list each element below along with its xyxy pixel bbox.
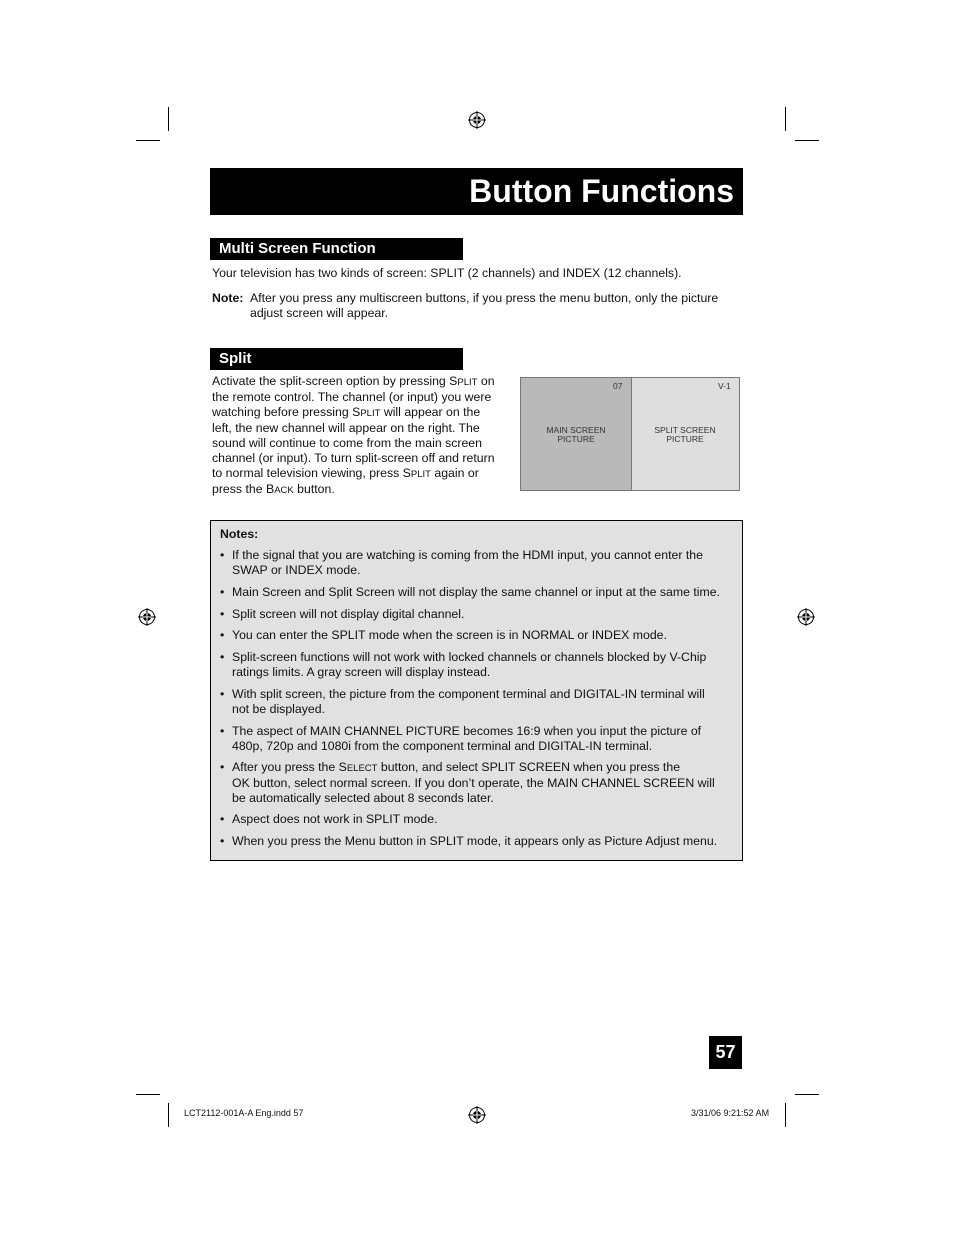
text-line: sound will continue to come from the main screen: [212, 436, 482, 450]
list-item: • Main Screen and Split Screen will not display the same channel or input at the same time.: [220, 585, 721, 599]
text-line: channel (or input). To turn split-screen off and return: [212, 451, 495, 465]
crop-mark: [795, 1094, 819, 1095]
list-item: • With split screen, the picture from the component terminal and DIGITAL-IN terminal will not be displayed.: [220, 687, 705, 716]
footer-timestamp: 3/31/06 9:21:52 AM: [691, 1108, 770, 1118]
multi-screen-intro: Your television has two kinds of screen: SPLIT (2 channels) and INDEX (12 channels).: [212, 266, 682, 280]
section-heading-split: Split: [210, 348, 463, 370]
crop-mark: [785, 107, 786, 131]
list-item: • Split screen will not display digital channel.: [220, 607, 465, 621]
split-screen-diagram: [520, 377, 740, 491]
section-heading-multi-screen: Multi Screen Function: [210, 238, 463, 260]
text-line: to normal television viewing, press SPLIT again or: [212, 466, 479, 480]
page-title: Button Functions: [210, 168, 743, 215]
list-item: • If the signal that you are watching is coming from the HDMI input, you cannot enter the SWAP or INDEX mode.: [220, 548, 703, 577]
text-line: Activate the split-screen option by pressing SPLIT on: [212, 374, 495, 388]
text-line: press the BACK button.: [212, 482, 335, 496]
list-item: • When you press the Menu button in SPLIT mode, it appears only as Picture Adjust menu.: [220, 834, 718, 848]
note-text: adjust screen will appear.: [250, 306, 389, 320]
list-item: • You can enter the SPLIT mode when the screen is in NORMAL or INDEX mode.: [220, 628, 667, 642]
main-channel-number: 07: [613, 381, 623, 391]
notes-title: Notes:: [220, 527, 259, 541]
main-screen-label: MAIN SCREEN PICTURE: [546, 425, 606, 444]
registration-mark-icon: [468, 111, 486, 129]
split-screen-label: SPLIT SCREEN PICTURE: [654, 425, 716, 444]
list-item: • After you press the SELECT button, and select SPLIT SCREEN when you press the OK button, select normal screen. If you don’t operate, the MAIN CHANNEL SCREEN will be automatically selected about 8 seconds later.: [220, 760, 715, 805]
note-label: Note:: [212, 291, 244, 305]
crop-mark: [136, 140, 160, 141]
text-line: left, the new channel will appear on the right. The: [212, 421, 480, 435]
crop-mark: [795, 140, 819, 141]
split-description: [212, 374, 512, 498]
crop-mark: [136, 1094, 160, 1095]
list-item: • Aspect does not work in SPLIT mode.: [220, 812, 438, 826]
note-text: After you press any multiscreen buttons, if you press the menu button, only the picture: [250, 291, 719, 305]
split-channel-number: V-1: [718, 381, 731, 391]
crop-mark: [785, 1103, 786, 1127]
list-item: • The aspect of MAIN CHANNEL PICTURE becomes 16:9 when you input the picture of 480p, 720p and 1080i from the component terminal and DIGITAL-IN terminal.: [220, 724, 702, 753]
crop-mark: [168, 107, 169, 131]
footer-file-info: LCT2112-001A-A Eng.indd 57: [184, 1108, 304, 1118]
text-line: the remote control. The channel (or input) you were: [212, 390, 492, 404]
registration-mark-icon: [797, 608, 815, 626]
registration-mark-icon: [468, 1106, 486, 1124]
crop-mark: [168, 1103, 169, 1127]
notes-box: [210, 520, 743, 861]
list-item: • Split-screen functions will not work with locked channels or channels blocked by V-Chip ratings limits. A gray screen will display instead.: [220, 650, 707, 679]
text-line: watching before pressing SPLIT will appear on the: [212, 405, 481, 419]
registration-mark-icon: [138, 608, 156, 626]
page-number: 57: [709, 1036, 742, 1069]
